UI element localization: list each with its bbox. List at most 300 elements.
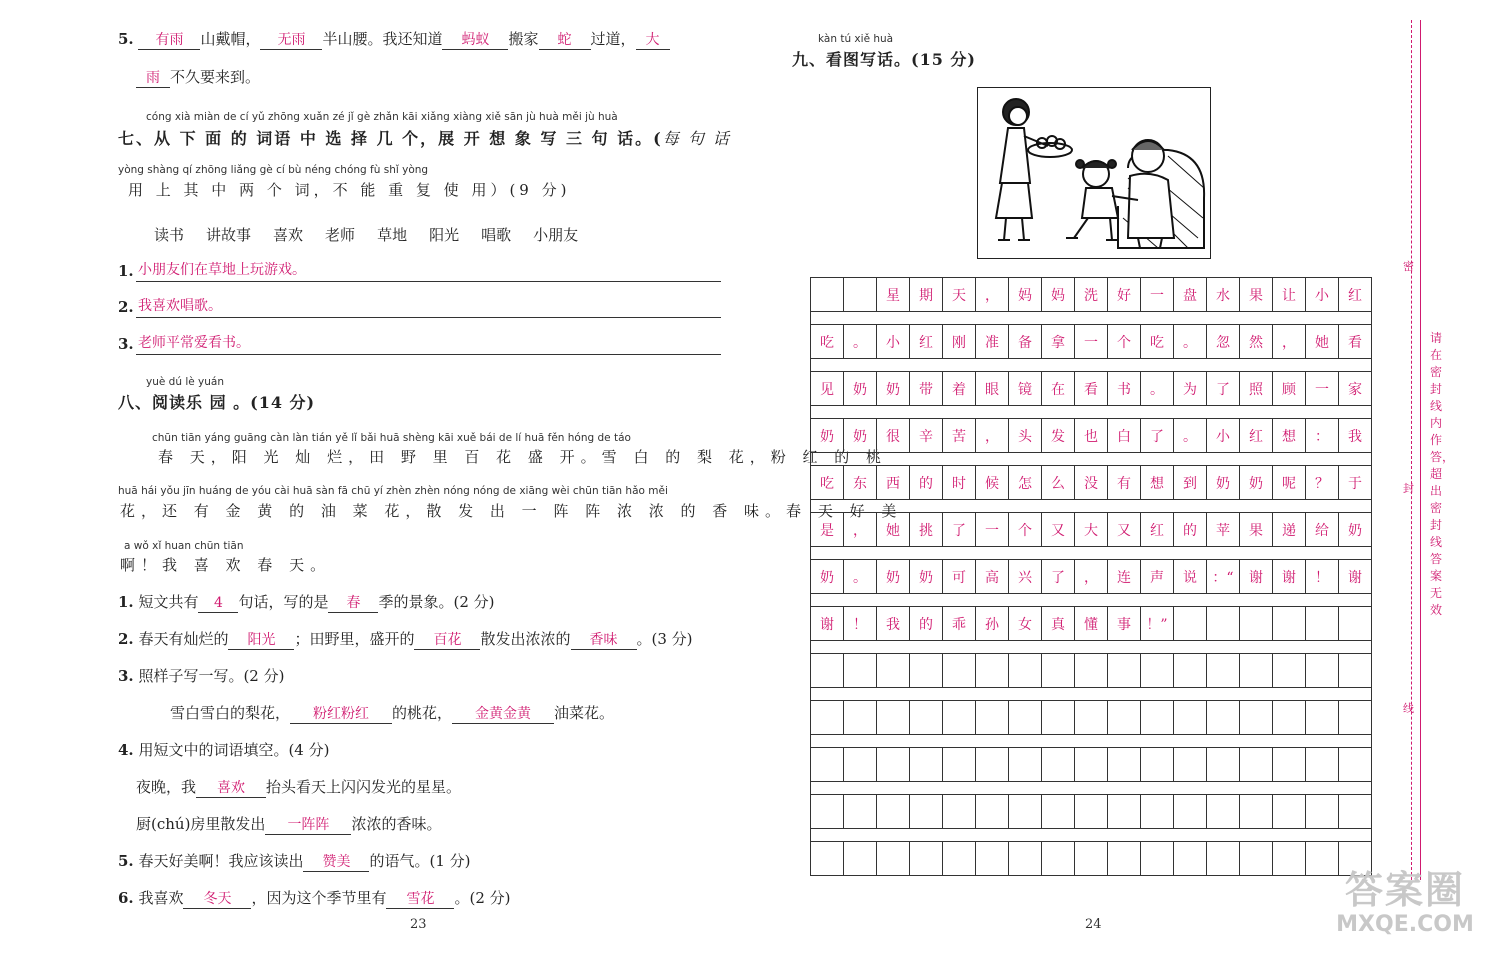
grid-cell[interactable] bbox=[844, 842, 877, 875]
grid-cell[interactable]: 苹 bbox=[1207, 513, 1240, 546]
grid-cell[interactable]: 妈 bbox=[1042, 278, 1075, 311]
grid-cell[interactable]: 是 bbox=[811, 513, 844, 546]
grid-cell[interactable]: 一 bbox=[1075, 325, 1108, 358]
grid-cell[interactable] bbox=[976, 842, 1009, 875]
grid-cell[interactable] bbox=[811, 654, 844, 687]
grid-cell[interactable] bbox=[1174, 795, 1207, 828]
answer-blank[interactable]: 雨 bbox=[136, 70, 170, 88]
answer-blank[interactable]: 4 bbox=[198, 595, 238, 613]
grid-cell[interactable]: 的 bbox=[910, 607, 943, 640]
grid-cell[interactable] bbox=[1339, 795, 1371, 828]
grid-cell[interactable]: 书 bbox=[1108, 372, 1141, 405]
grid-cell[interactable]: 小 bbox=[877, 325, 910, 358]
grid-row bbox=[811, 324, 1371, 359]
grid-cell[interactable] bbox=[1273, 701, 1306, 734]
question-text: 用短文中的词语填空。(4 分) bbox=[138, 741, 330, 759]
grid-cell[interactable] bbox=[1306, 748, 1339, 781]
seal-dashed-line bbox=[1411, 20, 1412, 880]
question-text: 的桃花， bbox=[392, 704, 453, 722]
grid-cell[interactable]: 递 bbox=[1273, 513, 1306, 546]
question-text: 夜晚，我 bbox=[136, 778, 197, 796]
grid-cell[interactable]: 高 bbox=[976, 560, 1009, 593]
grid-cell[interactable] bbox=[976, 701, 1009, 734]
grid-cell[interactable]: 期 bbox=[910, 278, 943, 311]
grid-cell[interactable]: 一 bbox=[1306, 372, 1339, 405]
grid-cell[interactable]: ： bbox=[1306, 419, 1339, 452]
grid-cell[interactable]: 我 bbox=[877, 607, 910, 640]
grid-cell[interactable]: 好 bbox=[1108, 278, 1141, 311]
grid-row bbox=[811, 371, 1371, 406]
grid-cell[interactable]: 眼 bbox=[976, 372, 1009, 405]
q5-weather-sentence bbox=[118, 28, 670, 50]
grid-cell[interactable]: 乖 bbox=[943, 607, 976, 640]
grid-cell[interactable]: 一 bbox=[1141, 278, 1174, 311]
grid-cell[interactable] bbox=[976, 748, 1009, 781]
question-text: 抬头看天上闪闪发光的星星。 bbox=[266, 778, 462, 796]
question-text: 厨(chú)房里散发出 bbox=[136, 815, 266, 833]
answer-line[interactable] bbox=[136, 261, 721, 282]
grid-cell[interactable]: 在 bbox=[1042, 372, 1075, 405]
grid-cell[interactable] bbox=[910, 654, 943, 687]
grid-cell[interactable]: 。 bbox=[844, 560, 877, 593]
grid-cell[interactable]: ！ bbox=[1306, 560, 1339, 593]
grid-cell[interactable] bbox=[910, 795, 943, 828]
answer-text: 我喜欢唱歌。 bbox=[138, 298, 222, 314]
grid-cell[interactable] bbox=[910, 842, 943, 875]
grid-cell[interactable]: 忽 bbox=[1207, 325, 1240, 358]
grid-cell[interactable] bbox=[1108, 748, 1141, 781]
grid-cell[interactable] bbox=[1240, 842, 1273, 875]
grid-cell[interactable]: 奶 bbox=[910, 560, 943, 593]
answer-blank[interactable]: 阳光 bbox=[228, 632, 294, 650]
grid-cell[interactable]: 备 bbox=[1009, 325, 1042, 358]
grid-cell[interactable] bbox=[1009, 748, 1042, 781]
grid-cell[interactable] bbox=[1207, 795, 1240, 828]
grid-cell[interactable]: 女 bbox=[1009, 607, 1042, 640]
grid-cell[interactable]: 东 bbox=[844, 466, 877, 499]
seal-mark: 封 bbox=[1403, 482, 1414, 495]
grid-cell[interactable]: 。 bbox=[1174, 419, 1207, 452]
word-item: 唱歌 bbox=[481, 226, 512, 244]
grid-cell[interactable]: 么 bbox=[1042, 466, 1075, 499]
grid-cell[interactable]: 小 bbox=[1306, 278, 1339, 311]
grid-cell[interactable]: 没 bbox=[1075, 466, 1108, 499]
grid-cell[interactable] bbox=[1207, 654, 1240, 687]
grid-cell[interactable] bbox=[877, 701, 910, 734]
grid-cell[interactable]: 谢 bbox=[1348, 569, 1362, 586]
grid-cell[interactable] bbox=[1141, 748, 1174, 781]
grid-cell[interactable]: 又 bbox=[1042, 513, 1075, 546]
question-text: 过道， bbox=[590, 30, 636, 48]
grid-cell[interactable] bbox=[1141, 701, 1174, 734]
grid-cell[interactable]: 顾 bbox=[1273, 372, 1306, 405]
section-title: 七、从 下 面 的 词语 中 选 择 几 个，展 开 想 象 写 三 句 话。( bbox=[118, 129, 663, 148]
answer-blank[interactable]: 金黄金黄 bbox=[452, 706, 554, 724]
grid-cell[interactable]: 奶 bbox=[844, 419, 877, 452]
grid-cell[interactable]: ， bbox=[1075, 560, 1108, 593]
grid-cell[interactable]: 谢 bbox=[1273, 560, 1306, 593]
grid-cell[interactable] bbox=[844, 748, 877, 781]
pinyin-line: yòng shàng qí zhōng liǎng gè cí bù néng chóng fù shǐ yòng bbox=[118, 164, 429, 176]
grid-cell[interactable]: 可 bbox=[943, 560, 976, 593]
grid-cell[interactable] bbox=[1339, 607, 1371, 640]
grid-cell[interactable] bbox=[844, 654, 877, 687]
grid-cell[interactable]: 说 bbox=[1174, 560, 1207, 593]
grid-cell[interactable]: 了 bbox=[943, 513, 976, 546]
answer-blank[interactable]: 百花 bbox=[414, 632, 480, 650]
grid-cell[interactable]: 红 bbox=[1141, 513, 1174, 546]
answer-blank[interactable]: 赞美 bbox=[303, 854, 369, 872]
answer-blank[interactable]: 春 bbox=[328, 595, 378, 613]
grid-cell[interactable]: 让 bbox=[1273, 278, 1306, 311]
grid-cell[interactable] bbox=[1240, 701, 1273, 734]
grid-cell[interactable]: 呢 bbox=[1273, 466, 1306, 499]
grid-cell[interactable]: 给 bbox=[1306, 513, 1339, 546]
grid-cell[interactable]: 为 bbox=[1174, 372, 1207, 405]
answer-blank[interactable]: 蛇 bbox=[539, 32, 591, 50]
word-item: 老师 bbox=[325, 226, 356, 244]
grid-cell[interactable] bbox=[943, 795, 976, 828]
question-text: 短文共有 bbox=[138, 593, 199, 611]
grid-cell[interactable]: 苦 bbox=[943, 419, 976, 452]
question-text: 雪白雪白的梨花， bbox=[170, 704, 291, 722]
grid-cell[interactable]: 到 bbox=[1174, 466, 1207, 499]
grid-cell[interactable] bbox=[1075, 701, 1108, 734]
grid-cell[interactable]: 也 bbox=[1075, 419, 1108, 452]
answer-blank[interactable]: 蚂蚁 bbox=[442, 32, 508, 50]
answer-blank[interactable]: 有雨 bbox=[138, 32, 200, 50]
grid-cell[interactable] bbox=[1075, 748, 1108, 781]
grid-cell[interactable] bbox=[1042, 842, 1075, 875]
seal-line-notice: 请在密封线内作答，超出密封线答案无效 bbox=[1430, 331, 1455, 617]
grid-cell[interactable] bbox=[877, 748, 910, 781]
grid-cell[interactable] bbox=[1042, 795, 1075, 828]
grid-cell[interactable]: 果 bbox=[1240, 278, 1273, 311]
grid-cell[interactable]: ：“ bbox=[1207, 560, 1240, 593]
grid-cell[interactable] bbox=[1207, 701, 1240, 734]
question-text: 搬家 bbox=[508, 30, 539, 48]
answer-blank[interactable]: 冬天 bbox=[183, 891, 251, 909]
grid-cell[interactable]: ？ bbox=[1306, 466, 1339, 499]
grid-cell[interactable] bbox=[976, 795, 1009, 828]
grid-cell[interactable] bbox=[1273, 748, 1306, 781]
grid-cell[interactable] bbox=[1306, 654, 1339, 687]
answer-blank[interactable]: 喜欢 bbox=[196, 780, 266, 798]
reading-q6 bbox=[118, 887, 511, 909]
grid-cell[interactable]: 辛 bbox=[910, 419, 943, 452]
question-number: 1. bbox=[118, 593, 134, 611]
grid-cell[interactable]: ！” bbox=[1141, 607, 1174, 640]
grid-cell[interactable]: 奶 bbox=[1348, 522, 1362, 539]
grid-cell[interactable]: 看 bbox=[1075, 372, 1108, 405]
grid-cell[interactable] bbox=[1207, 748, 1240, 781]
seal-solid-line bbox=[1420, 20, 1421, 880]
grid-cell[interactable]: 头 bbox=[1009, 419, 1042, 452]
grid-cell[interactable] bbox=[811, 795, 844, 828]
grid-cell[interactable] bbox=[1042, 701, 1075, 734]
grid-cell[interactable]: 。 bbox=[1141, 372, 1174, 405]
grid-cell[interactable]: 。 bbox=[844, 325, 877, 358]
grid-cell[interactable]: 一 bbox=[976, 513, 1009, 546]
grid-cell[interactable] bbox=[844, 278, 877, 311]
grid-cell[interactable]: 个 bbox=[1009, 513, 1042, 546]
reading-q5 bbox=[118, 850, 471, 872]
reading-q3 bbox=[118, 665, 284, 686]
grid-cell[interactable]: 个 bbox=[1108, 325, 1141, 358]
grid-cell[interactable] bbox=[1240, 795, 1273, 828]
grid-cell[interactable] bbox=[1306, 795, 1339, 828]
grid-cell[interactable]: 谢 bbox=[1240, 560, 1273, 593]
grid-cell[interactable]: 带 bbox=[910, 372, 943, 405]
section-8-title: 八、阅读乐 园 。(14 分) bbox=[118, 393, 316, 412]
grid-cell[interactable]: 了 bbox=[1042, 560, 1075, 593]
grid-row bbox=[811, 841, 1371, 875]
grid-cell[interactable] bbox=[811, 842, 844, 875]
grid-cell[interactable]: 我 bbox=[1348, 428, 1362, 445]
grid-row bbox=[811, 559, 1371, 594]
grid-cell[interactable]: 水 bbox=[1207, 278, 1240, 311]
grid-cell[interactable]: 盘 bbox=[1174, 278, 1207, 311]
grid-cell[interactable] bbox=[910, 748, 943, 781]
grid-cell[interactable]: 事 bbox=[1108, 607, 1141, 640]
grid-cell[interactable] bbox=[1339, 654, 1371, 687]
grid-cell[interactable]: 很 bbox=[877, 419, 910, 452]
grid-cell[interactable]: 洗 bbox=[1075, 278, 1108, 311]
reading-q4-line1 bbox=[136, 776, 461, 798]
grid-cell[interactable]: 谢 bbox=[811, 607, 844, 640]
grid-cell[interactable]: 果 bbox=[1240, 513, 1273, 546]
grid-cell[interactable]: 声 bbox=[1141, 560, 1174, 593]
grid-cell[interactable]: 吃 bbox=[811, 325, 844, 358]
grid-cell[interactable]: 懂 bbox=[1075, 607, 1108, 640]
grid-cell[interactable]: 红 bbox=[910, 325, 943, 358]
answer-text: 老师平常爱看书。 bbox=[138, 335, 250, 351]
grid-cell[interactable] bbox=[943, 748, 976, 781]
grid-cell[interactable]: 想 bbox=[1273, 419, 1306, 452]
grid-cell[interactable]: 见 bbox=[811, 372, 844, 405]
grid-cell[interactable]: 吃 bbox=[811, 466, 844, 499]
grid-cell[interactable] bbox=[877, 795, 910, 828]
grid-cell[interactable]: 然 bbox=[1240, 325, 1273, 358]
grid-cell[interactable] bbox=[1108, 701, 1141, 734]
grid-cell[interactable] bbox=[1306, 607, 1339, 640]
grid-cell[interactable]: 奶 bbox=[877, 560, 910, 593]
grid-cell[interactable]: ！ bbox=[844, 607, 877, 640]
grid-cell[interactable] bbox=[877, 842, 910, 875]
grid-cell[interactable] bbox=[1306, 701, 1339, 734]
grid-cell[interactable]: 大 bbox=[1075, 513, 1108, 546]
word-item: 小朋友 bbox=[533, 226, 579, 244]
answer-blank[interactable]: 大 bbox=[636, 32, 670, 50]
answer-blank[interactable]: 粉红粉红 bbox=[290, 706, 392, 724]
grid-cell[interactable] bbox=[1009, 842, 1042, 875]
grid-cell[interactable]: 她 bbox=[1306, 325, 1339, 358]
grid-cell[interactable] bbox=[1207, 607, 1240, 640]
grid-cell[interactable] bbox=[1075, 842, 1108, 875]
grid-cell[interactable] bbox=[844, 701, 877, 734]
grid-cell[interactable]: 刚 bbox=[943, 325, 976, 358]
answer-line[interactable] bbox=[136, 297, 721, 318]
grid-cell[interactable] bbox=[943, 701, 976, 734]
reading-q2 bbox=[118, 628, 693, 650]
grid-cell[interactable]: ， bbox=[1273, 325, 1306, 358]
grid-cell[interactable]: 想 bbox=[1141, 466, 1174, 499]
grid-cell[interactable]: 红 bbox=[1240, 419, 1273, 452]
grid-cell[interactable]: 候 bbox=[976, 466, 1009, 499]
grid-cell[interactable]: 奶 bbox=[844, 372, 877, 405]
question-number: 1. bbox=[118, 262, 134, 280]
grid-cell[interactable] bbox=[943, 654, 976, 687]
question-number: 3. bbox=[118, 335, 134, 353]
grid-cell[interactable] bbox=[1108, 654, 1141, 687]
answer-blank[interactable]: 雪花 bbox=[386, 891, 454, 909]
grid-cell[interactable] bbox=[1273, 795, 1306, 828]
grid-cell[interactable]: 奶 bbox=[1240, 466, 1273, 499]
grid-cell[interactable]: 天 bbox=[943, 278, 976, 311]
grid-cell[interactable] bbox=[1009, 795, 1042, 828]
answer-blank[interactable]: 无雨 bbox=[260, 32, 322, 50]
grid-cell[interactable]: 红 bbox=[1348, 287, 1362, 304]
grid-cell[interactable]: 的 bbox=[1174, 513, 1207, 546]
grid-cell[interactable] bbox=[1009, 701, 1042, 734]
grid-cell[interactable]: 妈 bbox=[1009, 278, 1042, 311]
question-text: 。(3 分) bbox=[636, 630, 693, 648]
answer-line[interactable] bbox=[136, 334, 721, 355]
grid-cell[interactable] bbox=[811, 748, 844, 781]
grid-cell[interactable]: 镜 bbox=[1009, 372, 1042, 405]
pinyin-line: a wǒ xǐ huan chūn tiān bbox=[124, 540, 244, 552]
reading-q3-example bbox=[170, 702, 614, 724]
grid-cell[interactable] bbox=[1240, 654, 1273, 687]
grid-cell[interactable] bbox=[1141, 795, 1174, 828]
grid-cell[interactable]: 奶 bbox=[811, 560, 844, 593]
grid-cell[interactable] bbox=[1273, 607, 1306, 640]
grid-cell[interactable] bbox=[1339, 748, 1371, 781]
answer-blank[interactable]: 香味 bbox=[571, 632, 637, 650]
grid-cell[interactable]: 她 bbox=[877, 513, 910, 546]
grid-cell[interactable]: 了 bbox=[1207, 372, 1240, 405]
grid-cell[interactable] bbox=[1042, 654, 1075, 687]
grid-cell[interactable] bbox=[910, 701, 943, 734]
grid-cell[interactable]: 兴 bbox=[1009, 560, 1042, 593]
grid-cell[interactable] bbox=[1042, 748, 1075, 781]
grid-cell[interactable]: 连 bbox=[1108, 560, 1141, 593]
watermark-text: 答案圈 bbox=[1344, 868, 1465, 912]
grid-cell[interactable] bbox=[1174, 842, 1207, 875]
grid-cell[interactable]: 星 bbox=[877, 278, 910, 311]
grid-cell[interactable] bbox=[1075, 795, 1108, 828]
grid-cell[interactable]: ， bbox=[976, 278, 1009, 311]
grid-cell[interactable] bbox=[1108, 842, 1141, 875]
writing-prompt-picture bbox=[977, 87, 1211, 259]
girl-serving-fruit-to-grandma-illustration bbox=[978, 88, 1210, 258]
grid-cell[interactable] bbox=[877, 654, 910, 687]
grid-cell[interactable] bbox=[1141, 842, 1174, 875]
grid-cell[interactable] bbox=[1009, 654, 1042, 687]
question-text: ；田野里，盛开的 bbox=[294, 630, 415, 648]
grid-cell[interactable]: 看 bbox=[1348, 334, 1362, 351]
grid-cell[interactable]: ， bbox=[976, 419, 1009, 452]
pinyin-line: cóng xià miàn de cí yǔ zhōng xuǎn zé jǐ gè zhǎn kāi xiǎng xiàng xiě sān jù huà měi jù huà bbox=[146, 111, 618, 123]
grid-cell[interactable]: 的 bbox=[910, 466, 943, 499]
grid-cell[interactable]: 吃 bbox=[1141, 325, 1174, 358]
grid-cell[interactable]: 白 bbox=[1108, 419, 1141, 452]
grid-cell[interactable]: 西 bbox=[877, 466, 910, 499]
grid-cell[interactable]: 着 bbox=[943, 372, 976, 405]
grid-cell[interactable]: ， bbox=[844, 513, 877, 546]
question-text: 浓浓的香味。 bbox=[351, 815, 442, 833]
answer-blank[interactable]: 一阵阵 bbox=[265, 817, 351, 835]
question-text: 我喜欢 bbox=[138, 889, 184, 907]
grid-cell[interactable] bbox=[1339, 701, 1371, 734]
grid-cell[interactable]: 了 bbox=[1141, 419, 1174, 452]
grid-cell[interactable] bbox=[1240, 748, 1273, 781]
grid-cell[interactable] bbox=[811, 278, 844, 311]
grid-cell[interactable]: 又 bbox=[1108, 513, 1141, 546]
grid-cell[interactable]: 怎 bbox=[1009, 466, 1042, 499]
watermark-url: MXQE.COM bbox=[1336, 912, 1474, 937]
grid-cell[interactable]: 发 bbox=[1042, 419, 1075, 452]
grid-cell[interactable]: 于 bbox=[1348, 475, 1362, 492]
grid-cell[interactable] bbox=[1174, 701, 1207, 734]
question-text: 春天好美啊！我应该读出 bbox=[138, 852, 304, 870]
grid-cell[interactable] bbox=[943, 842, 976, 875]
grid-cell[interactable]: 小 bbox=[1207, 419, 1240, 452]
grid-cell[interactable] bbox=[1075, 654, 1108, 687]
grid-cell[interactable] bbox=[844, 795, 877, 828]
grid-cell[interactable] bbox=[1108, 795, 1141, 828]
grid-cell[interactable] bbox=[1141, 654, 1174, 687]
grid-cell[interactable]: 拿 bbox=[1042, 325, 1075, 358]
grid-cell[interactable]: 奶 bbox=[811, 419, 844, 452]
section-9-title: 九、看图写话。(15 分) bbox=[792, 50, 976, 69]
question-text: 油菜花。 bbox=[554, 704, 615, 722]
reading-q4-line2 bbox=[136, 813, 441, 835]
watermark-logo bbox=[1320, 868, 1490, 953]
question-text: 季的景象。(2 分) bbox=[378, 593, 495, 611]
grid-cell[interactable] bbox=[1273, 842, 1306, 875]
grid-cell[interactable]: 真 bbox=[1042, 607, 1075, 640]
page-number: 23 bbox=[410, 917, 427, 932]
question-text: 的语气。(1 分) bbox=[369, 852, 471, 870]
grid-cell[interactable]: 家 bbox=[1348, 381, 1362, 398]
grid-cell[interactable] bbox=[1207, 842, 1240, 875]
grid-cell[interactable]: 有 bbox=[1108, 466, 1141, 499]
grid-cell[interactable] bbox=[1174, 607, 1207, 640]
grid-cell[interactable] bbox=[1240, 607, 1273, 640]
grid-cell[interactable] bbox=[811, 701, 844, 734]
grid-cell[interactable]: 奶 bbox=[877, 372, 910, 405]
section-instruction: 用 上 其 中 两 个 词，不 能 重 复 使 用）(9 分) bbox=[128, 181, 571, 199]
grid-cell[interactable]: 时 bbox=[943, 466, 976, 499]
grid-cell[interactable]: 孙 bbox=[976, 607, 1009, 640]
grid-cell[interactable] bbox=[976, 654, 1009, 687]
grid-cell[interactable] bbox=[1174, 654, 1207, 687]
pinyin-line: yuè dú lè yuán bbox=[146, 376, 224, 388]
question-text: ，因为这个季节里有 bbox=[251, 889, 387, 907]
grid-row bbox=[811, 278, 1371, 312]
grid-cell[interactable]: 奶 bbox=[1207, 466, 1240, 499]
grid-cell[interactable]: 照 bbox=[1240, 372, 1273, 405]
passage-line: 啊！我 喜 欢 春 天。 bbox=[120, 556, 332, 574]
passage-line: 春 天，阳 光 灿 烂，田 野 里 百 花 盛 开。雪 白 的 梨 花，粉 红 的 桃 bbox=[158, 448, 888, 466]
grid-cell[interactable] bbox=[1273, 654, 1306, 687]
grid-cell[interactable]: 准 bbox=[976, 325, 1009, 358]
grid-cell[interactable] bbox=[1174, 748, 1207, 781]
question-text: 不久要来到。 bbox=[170, 68, 261, 86]
grid-cell[interactable]: 。 bbox=[1174, 325, 1207, 358]
grid-cell[interactable]: 挑 bbox=[910, 513, 943, 546]
